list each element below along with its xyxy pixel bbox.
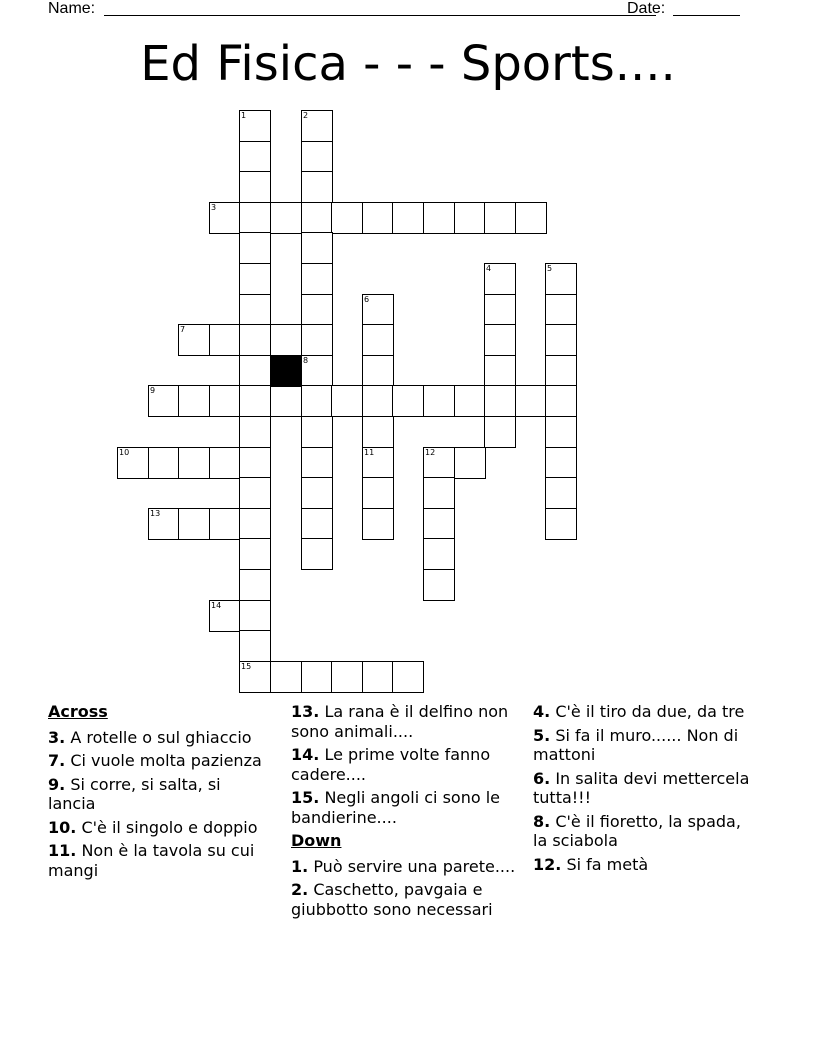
clue-number: 1. <box>291 856 309 876</box>
clues-column-3 <box>533 702 758 878</box>
grid-cell[interactable] <box>423 569 455 601</box>
clue-number-label: 5 <box>547 264 553 273</box>
grid-cell[interactable] <box>362 661 394 693</box>
grid-cell[interactable] <box>454 447 486 479</box>
grid-cell[interactable] <box>239 477 271 509</box>
grid-cell[interactable] <box>423 538 455 570</box>
clue-text: Si fa il muro...... Non di mattoni <box>533 725 739 764</box>
grid-cell[interactable] <box>239 661 271 693</box>
clue-across-13 <box>291 702 516 741</box>
name-label: Name: <box>48 0 96 17</box>
grid-cell[interactable] <box>423 477 455 509</box>
grid-cell[interactable] <box>423 447 455 479</box>
clue-text: La rana è il delfino non sono animali.... <box>291 702 509 741</box>
grid-cell[interactable] <box>392 661 424 693</box>
clue-number: 11. <box>48 841 77 860</box>
grid-cell[interactable] <box>301 202 333 234</box>
clue-number: 12. <box>533 854 562 874</box>
grid-cell[interactable] <box>545 263 577 295</box>
clue-down-5 <box>533 726 758 765</box>
down-heading: Down <box>291 831 342 850</box>
grid-cell[interactable] <box>239 416 271 448</box>
clue-text: C'è il fioretto, la spada, la sciabola <box>533 811 741 850</box>
grid-cell[interactable] <box>209 202 241 234</box>
grid-cell[interactable] <box>484 416 516 448</box>
grid-cell[interactable] <box>239 171 271 203</box>
clue-text: Si fa metà <box>566 854 649 874</box>
grid-cell[interactable] <box>545 508 577 540</box>
grid-cell[interactable] <box>392 385 424 417</box>
clue-number-label: 6 <box>364 295 370 304</box>
clue-text: Negli angoli ci sono le bandierine.... <box>291 788 501 827</box>
grid-cell[interactable] <box>362 294 394 326</box>
grid-cell[interactable] <box>484 355 516 387</box>
grid-cell[interactable] <box>484 263 516 295</box>
clue-number-label: 1 <box>241 111 247 120</box>
grid-cell[interactable] <box>331 661 363 693</box>
grid-cell[interactable] <box>239 294 271 326</box>
grid-cell[interactable] <box>270 385 302 417</box>
clue-text: In salita devi mettercela tutta!!! <box>533 768 750 807</box>
grid-cell[interactable] <box>301 538 333 570</box>
grid-cell[interactable] <box>239 202 271 234</box>
clue-number-label: 8 <box>303 356 309 365</box>
grid-cell[interactable] <box>239 141 271 173</box>
grid-cell[interactable] <box>239 355 271 387</box>
grid-cell[interactable] <box>545 416 577 448</box>
clues-column-1 <box>48 702 263 884</box>
clue-number: 15. <box>291 788 320 807</box>
grid-cell[interactable] <box>209 385 241 417</box>
grid-cell[interactable] <box>178 385 210 417</box>
clue-down-4 <box>533 702 758 722</box>
clue-number-label: 2 <box>303 111 309 120</box>
clue-across-9 <box>48 775 263 814</box>
across-heading: Across <box>48 702 108 721</box>
grid-cell[interactable] <box>178 447 210 479</box>
clue-down-1 <box>291 857 516 877</box>
grid-cell[interactable] <box>209 508 241 540</box>
grid-cell[interactable] <box>301 385 333 417</box>
grid-cell[interactable] <box>239 447 271 479</box>
clue-across-7 <box>48 751 263 771</box>
grid-cell[interactable] <box>301 508 333 540</box>
grid-cell[interactable] <box>270 324 302 356</box>
grid-cell[interactable] <box>178 324 210 356</box>
clue-number-label: 3 <box>211 203 217 212</box>
grid-cell[interactable] <box>301 416 333 448</box>
clue-number: 9. <box>48 774 66 794</box>
grid-cell[interactable] <box>239 232 271 264</box>
clue-number: 10. <box>48 817 77 837</box>
black-cell <box>270 355 302 387</box>
grid-cell[interactable] <box>178 508 210 540</box>
date-label: Date: <box>627 0 666 17</box>
grid-cell[interactable] <box>270 661 302 693</box>
grid-cell[interactable] <box>545 447 577 479</box>
clue-down-6 <box>533 769 758 808</box>
clue-number-label: 12 <box>425 448 436 457</box>
grid-cell[interactable] <box>392 202 424 234</box>
grid-cell[interactable] <box>454 202 486 234</box>
clue-number-label: 11 <box>364 448 375 457</box>
clues-column-2 <box>291 702 516 923</box>
clue-number: 8. <box>533 811 551 831</box>
clue-number: 14. <box>291 745 320 764</box>
grid-cell[interactable] <box>301 141 333 173</box>
grid-cell[interactable] <box>239 263 271 295</box>
grid-cell[interactable] <box>454 385 486 417</box>
grid-cell[interactable] <box>545 324 577 356</box>
clue-down-8 <box>533 812 758 851</box>
grid-cell[interactable] <box>239 324 271 356</box>
grid-cell[interactable] <box>239 110 271 142</box>
clue-across-11 <box>48 841 263 880</box>
clue-down-2 <box>291 880 516 919</box>
grid-cell[interactable] <box>239 538 271 570</box>
clue-text: Può servire una parete.... <box>313 856 516 876</box>
clue-number: 7. <box>48 751 66 770</box>
clue-text: A rotelle o sul ghiaccio <box>70 727 252 747</box>
grid-cell[interactable] <box>270 202 302 234</box>
grid-cell[interactable] <box>545 385 577 417</box>
grid-cell[interactable] <box>148 385 180 417</box>
clue-number-label: 4 <box>486 264 492 273</box>
grid-cell[interactable] <box>484 294 516 326</box>
grid-cell[interactable] <box>239 385 271 417</box>
clue-down-12 <box>533 855 758 875</box>
clue-text: Non è la tavola su cui mangi <box>48 841 255 880</box>
grid-cell[interactable] <box>301 477 333 509</box>
clue-across-3 <box>48 728 263 748</box>
grid-cell[interactable] <box>148 508 180 540</box>
grid-cell[interactable] <box>209 600 241 632</box>
grid-cell[interactable] <box>239 508 271 540</box>
grid-cell[interactable] <box>362 355 394 387</box>
page-title: Ed Fisica - - - Sports.... <box>140 36 676 92</box>
grid-cell[interactable] <box>301 447 333 479</box>
grid-cell[interactable] <box>331 385 363 417</box>
grid-cell[interactable] <box>239 600 271 632</box>
grid-cell[interactable] <box>362 202 394 234</box>
clue-number-label: 13 <box>150 509 161 518</box>
grid-cell[interactable] <box>362 416 394 448</box>
grid-cell[interactable] <box>301 324 333 356</box>
clue-across-14 <box>291 745 516 784</box>
clue-number: 5. <box>533 725 551 745</box>
grid-cell[interactable] <box>515 202 547 234</box>
grid-cell[interactable] <box>545 355 577 387</box>
grid-cell[interactable] <box>239 569 271 601</box>
grid-cell[interactable] <box>362 508 394 540</box>
grid-cell[interactable] <box>301 661 333 693</box>
clue-number: 6. <box>533 768 551 788</box>
grid-cell[interactable] <box>209 447 241 479</box>
clue-number: 3. <box>48 727 66 747</box>
clue-number-label: 7 <box>180 325 186 334</box>
grid-cell[interactable] <box>301 294 333 326</box>
clue-number: 2. <box>291 880 309 899</box>
clue-text: Caschetto, pavgaia e giubbotto sono necessari <box>291 880 493 919</box>
grid-cell[interactable] <box>545 294 577 326</box>
grid-cell[interactable] <box>117 447 149 479</box>
grid-cell[interactable] <box>362 385 394 417</box>
grid-cell[interactable] <box>301 263 333 295</box>
clue-number-label: 14 <box>211 601 222 610</box>
clue-across-10 <box>48 818 263 838</box>
clue-number-label: 15 <box>241 662 252 671</box>
grid-cell[interactable] <box>515 385 547 417</box>
clue-across-15 <box>291 788 516 827</box>
clue-text: C'è il singolo e doppio <box>81 817 258 837</box>
grid-cell[interactable] <box>423 508 455 540</box>
grid-cell[interactable] <box>301 232 333 264</box>
grid-cell[interactable] <box>362 447 394 479</box>
grid-cell[interactable] <box>148 447 180 479</box>
grid-cell[interactable] <box>209 324 241 356</box>
grid-cell[interactable] <box>423 385 455 417</box>
clue-text: Le prime volte fanno cadere.... <box>291 745 491 784</box>
grid-cell[interactable] <box>545 477 577 509</box>
grid-cell[interactable] <box>362 324 394 356</box>
grid-cell[interactable] <box>484 324 516 356</box>
clue-text: Si corre, si salta, si lancia <box>48 774 221 813</box>
grid-cell[interactable] <box>239 630 271 662</box>
grid-cell[interactable] <box>423 202 455 234</box>
clue-number-label: 10 <box>119 448 130 457</box>
grid-cell[interactable] <box>301 110 333 142</box>
grid-cell[interactable] <box>362 477 394 509</box>
grid-cell[interactable] <box>484 385 516 417</box>
clue-text: Ci vuole molta pazienza <box>70 751 262 770</box>
clue-number-label: 9 <box>150 386 156 395</box>
clue-text: C'è il tiro da due, da tre <box>555 702 745 721</box>
grid-cell[interactable] <box>301 355 333 387</box>
clue-number: 4. <box>533 702 551 721</box>
grid-cell[interactable] <box>301 171 333 203</box>
grid-cell[interactable] <box>331 202 363 234</box>
grid-cell[interactable] <box>484 202 516 234</box>
clue-number: 13. <box>291 702 320 721</box>
